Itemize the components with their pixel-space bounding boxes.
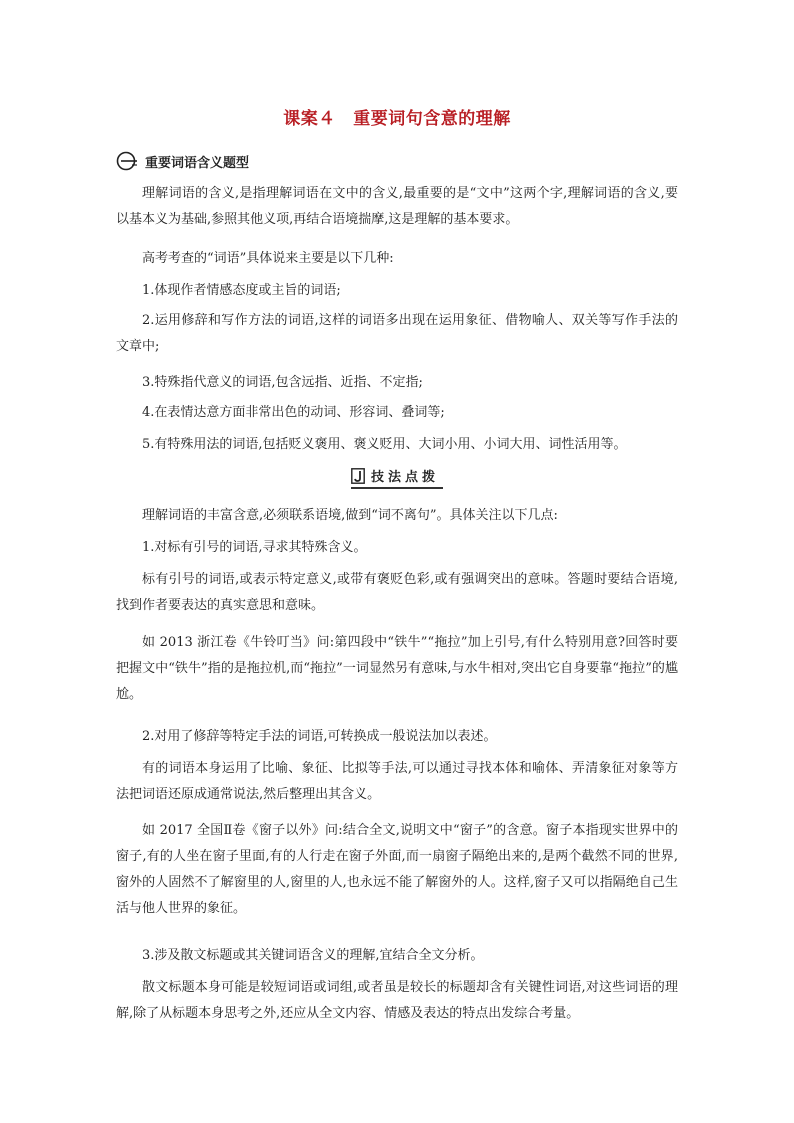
intro-list-item-5: 5.有特殊用法的词语,包括贬义褒用、褒义贬用、大词小用、小词大用、词性活用等。 bbox=[142, 437, 627, 452]
intro-list-item-3: 3.特殊指代意义的词语,包含远指、近指、不定指; bbox=[142, 375, 423, 390]
tips-label: 技法点拨 bbox=[370, 470, 439, 485]
tips-heading bbox=[0, 466, 794, 489]
tips-point-2: 2.对用了修辞等特定手法的词语,可转换成一般说法加以表述。 bbox=[142, 729, 497, 744]
intro-paragraph-2: 高考考查的“词语”具体说来主要是以下几种: bbox=[142, 251, 394, 266]
tips-j-icon bbox=[351, 468, 365, 484]
section-circle-icon bbox=[116, 150, 138, 172]
section-label: 重要词语含义题型 bbox=[145, 155, 250, 171]
section-heading bbox=[116, 150, 249, 172]
page-title: 课案４ 重要词句含意的理解 bbox=[283, 109, 511, 129]
intro-paragraph-1: 理解词语的含义,是指理解词语在文中的含义,最重要的是“文中”这两个字,理解词语的含义,要以基本义为基础,参照其他义项,再结合语境揣摩,这是理解的基本要求。 bbox=[116, 186, 678, 227]
intro-list-item-2: 2.运用修辞和写作方法的词语,这样的词语多出现在运用象征、借物喻人、双关等写作手法的文章中; bbox=[116, 313, 678, 354]
tips-paragraph-1: 理解词语的丰富含意,必须联系语境,做到“词不离句”。具体关注以下几点: bbox=[142, 508, 558, 523]
intro-list-item-4: 4.在表情达意方面非常出色的动词、形容词、叠词等; bbox=[142, 405, 445, 420]
tips-point-3: 3.涉及散文标题或其关键词语含义的理解,宜结合全文分析。 bbox=[142, 948, 484, 963]
tips-paragraph-2: 标有引号的词语,或表示特定意义,或带有褒贬色彩,或有强调突出的意味。答题时要结合语境,找到作者要表达的真实意思和意味。 bbox=[116, 572, 678, 613]
tips-example-1: 如 2013 浙江卷《牛铃叮当》问:第四段中“铁牛”“拖拉”加上引号,有什么特别用意?回答时要把握文中“铁牛”指的是拖拉机,而“拖拉”一词显然另有意味,与水牛相对,突出它自身要靠“拖拉”的尴尬。 bbox=[116, 635, 678, 702]
tips-example-2: 如 2017 全国Ⅱ卷《窗子以外》问:结合全文,说明文中“窗子”的含意。窗子本指现实世界中的窗子,有的人坐在窗子里面,有的人行走在窗子外面,而一扇窗子隔绝出来的,是两个截然不同的世界,窗外的人固然不了解窗里的人,窗里的人,也永远不能了解窗外的人。这样,窗子又可以指隔绝自己生活与他人世界的象征。 bbox=[116, 823, 678, 916]
tips-paragraph-3: 有的词语本身运用了比喻、象征、比拟等手法,可以通过寻找本体和喻体、弄清象征对象等方法把词语还原成通常说法,然后整理出其含义。 bbox=[116, 761, 678, 802]
tips-paragraph-4: 散文标题本身可能是较短词语或词组,或者虽是较长的标题却含有关键性词语,对这些词语的理解,除了从标题本身思考之外,还应从全文内容、情感及表达的特点出发综合考量。 bbox=[116, 980, 678, 1021]
tips-point-1: 1.对标有引号的词语,寻求其特殊含义。 bbox=[142, 540, 367, 555]
intro-list-item-1: 1.体现作者情感态度或主旨的词语; bbox=[142, 283, 341, 298]
